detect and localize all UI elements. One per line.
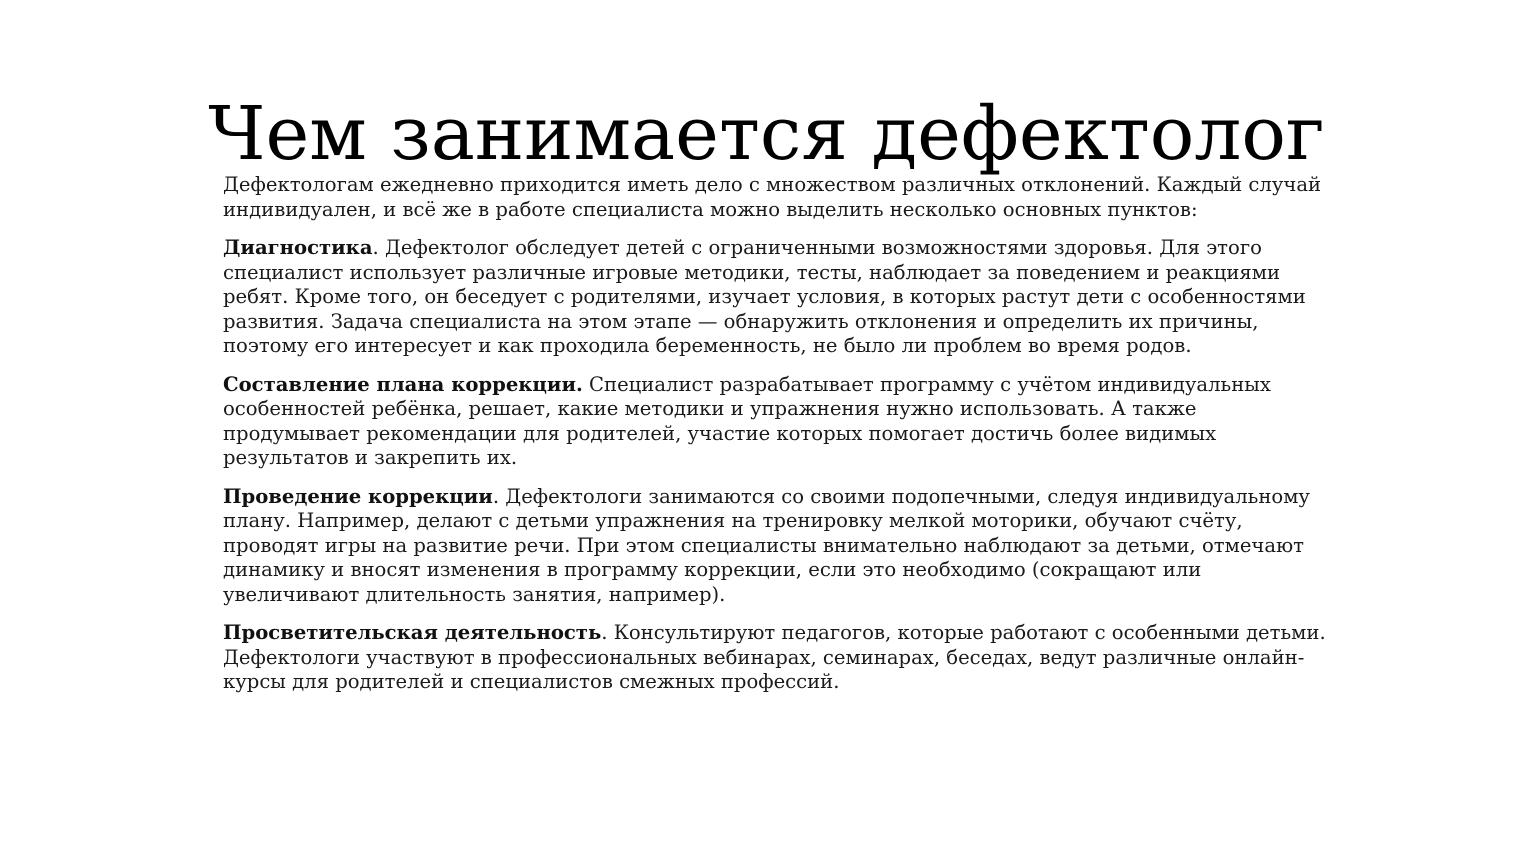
section-text: . Дефектологи занимаются со своими подопечными, следуя индивидуальному плану. Например, делают с детьми упражнения на тренировку мелкой моторики, обучают счёту, проводят игры на развитие речи. При этом специалисты внимательно наблюдают за детьми, отмечают динамику и вносят изменения в программу коррекции, если это необходимо (сокращают или увеличивают длительность занятия, например).: [223, 484, 1310, 606]
section-heading: Составление плана коррекции.: [223, 372, 583, 396]
slide-body: [223, 173, 1335, 709]
section-text: . Консультируют педагогов, которые работают с особенными детьми. Дефектологи участвуют в профессиональных вебинарах, семинарах, беседах, ведут различные онлайн-курсы для родителей и специалистов смежных профессий.: [223, 621, 1326, 693]
section-heading: Проведение коррекции: [223, 484, 493, 508]
section-text: . Дефектолог обследует детей с ограниченными возможностями здоровья. Для этого специалист использует различные игровые методики, тесты, наблюдает за поведением и реакциями ребят. Кроме того, он беседует с родителями, изучает условия, в которых растут дети с особенностями развития. Задача специалиста на этом этапе — обнаружить отклонения и определить их причины, поэтому его интересует и как проходила беременность, не было ли проблем во время родов.: [223, 236, 1306, 357]
slide-title: Чем занимается дефектолог: [208, 90, 1325, 177]
section-diagnostics: [223, 236, 1335, 359]
section-education: [223, 621, 1335, 695]
section-correction: [223, 485, 1335, 608]
section-correction-plan: [223, 373, 1335, 471]
section-heading: Диагностика: [223, 236, 373, 259]
section-heading: Просветительская деятельность: [223, 621, 602, 644]
intro-paragraph: Дефектологам ежедневно приходится иметь дело с множеством различных отклонений. Каждый случай индивидуален, и всё же в работе специалиста можно выделить несколько основных пунктов:: [223, 173, 1322, 221]
section-text: Специалист разрабатывает программу с учётом индивидуальных особенностей ребёнка, решает, какие методики и упражнения нужно использовать. А также продумывает рекомендации для родителей, участие которых помогает достичь более видимых результатов и закрепить их.: [223, 372, 1271, 469]
